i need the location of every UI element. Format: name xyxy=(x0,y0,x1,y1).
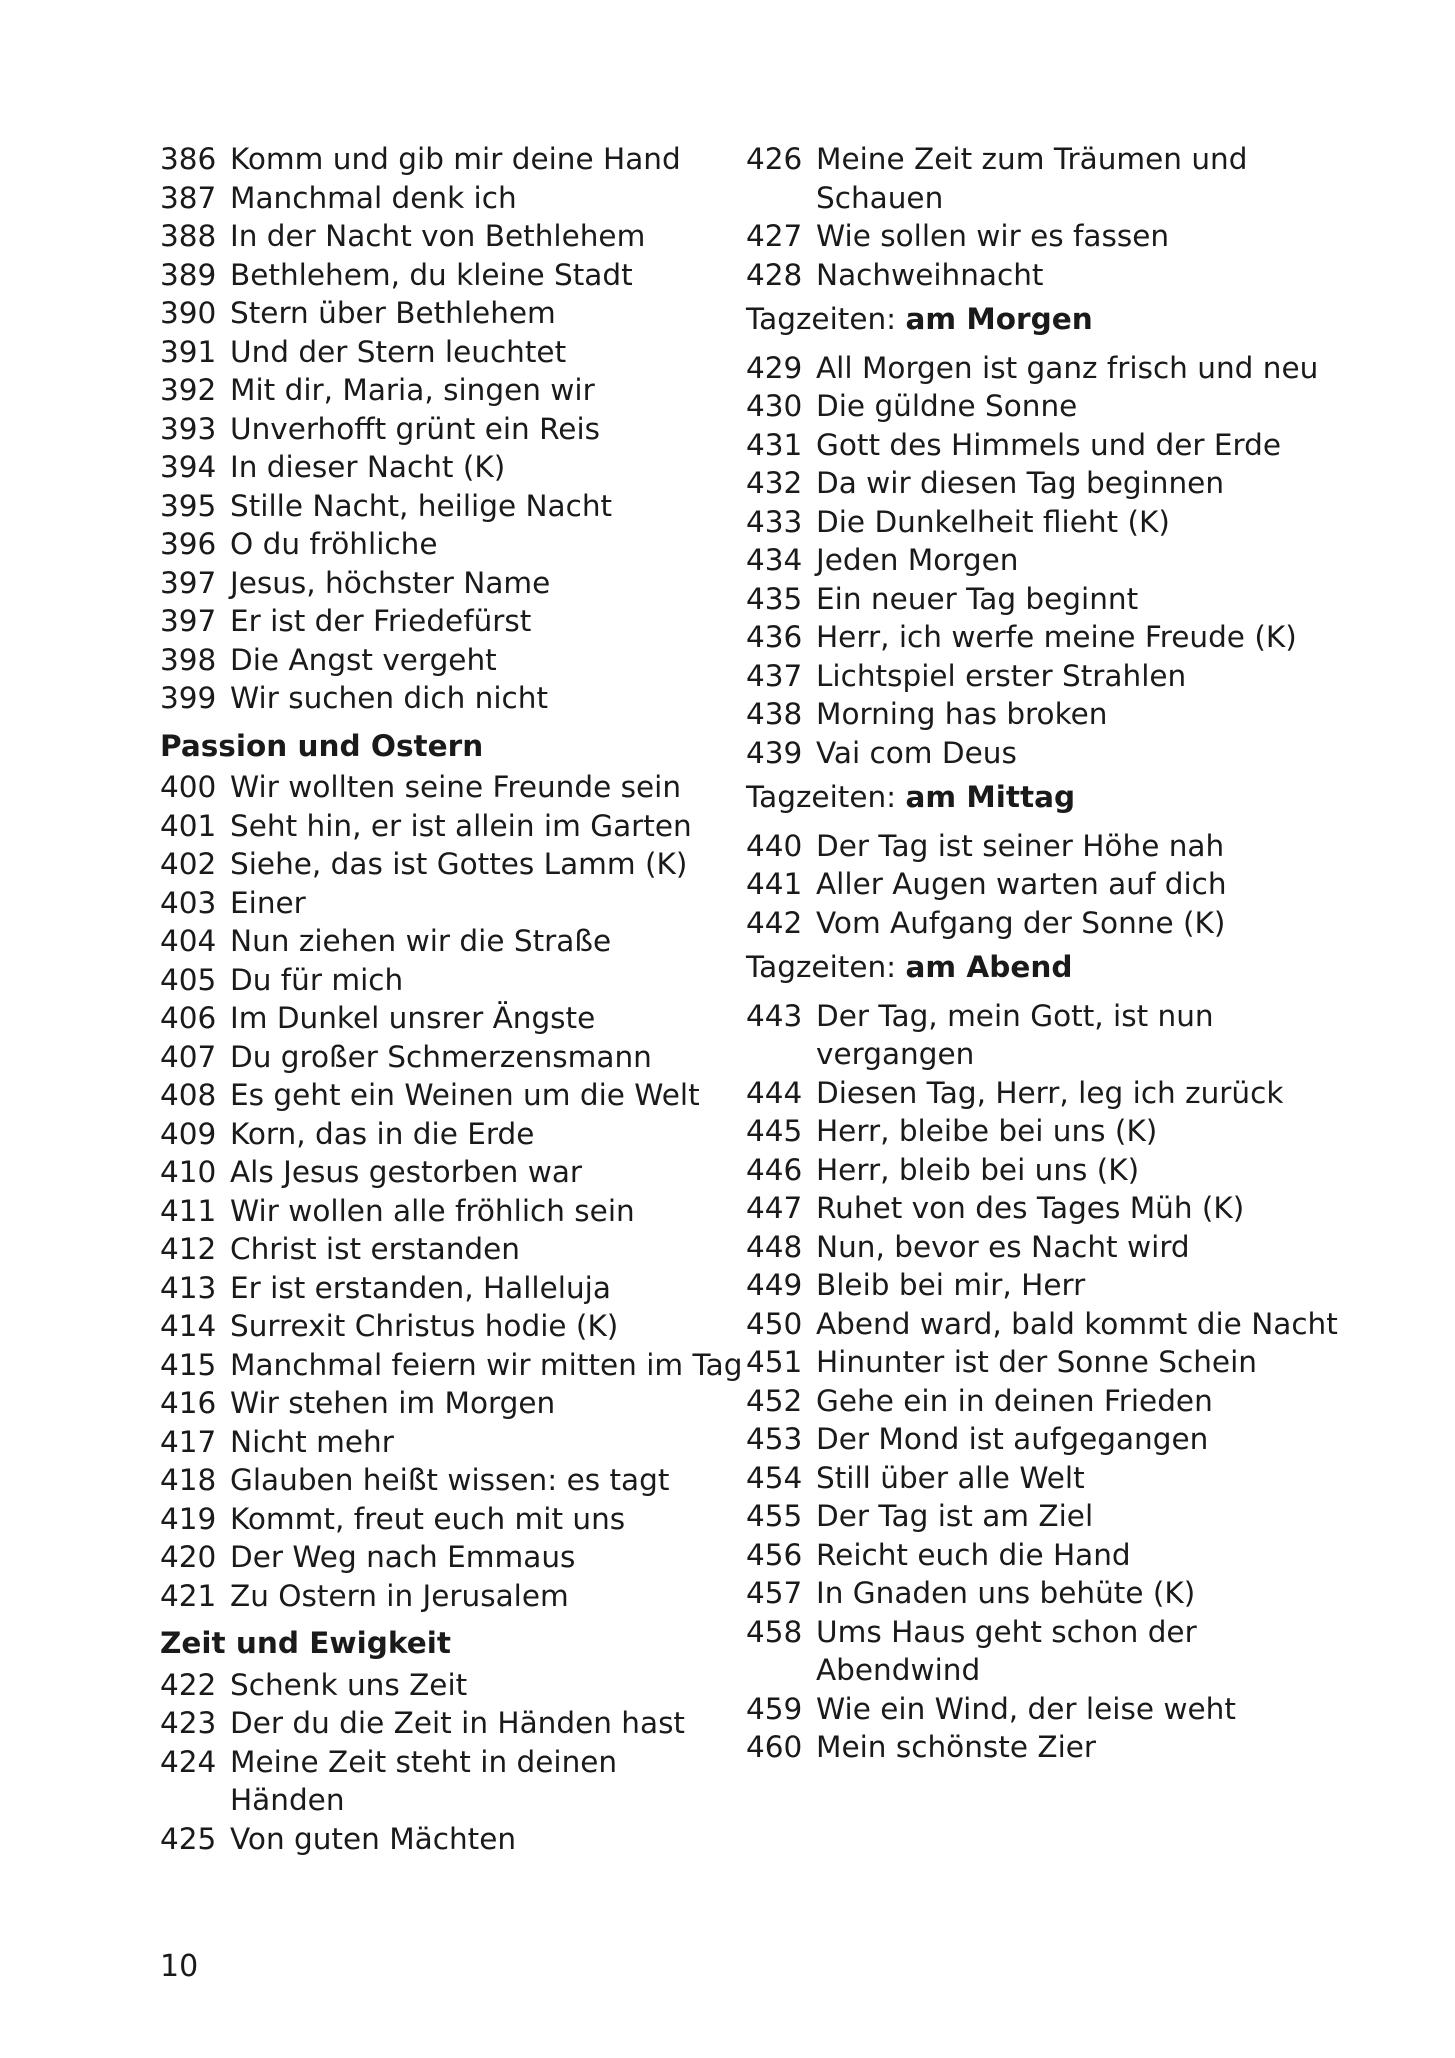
song-title: Als Jesus gestorben war xyxy=(230,1155,583,1189)
song-title: Der Tag, mein Gott, ist nun vergangen xyxy=(816,998,1214,1071)
right-column xyxy=(746,140,1346,1767)
song-entry xyxy=(160,1666,730,1705)
song-entry xyxy=(160,1704,730,1743)
song-entry xyxy=(160,768,730,807)
song-number: 416 xyxy=(160,1386,217,1420)
song-number: 432 xyxy=(746,466,803,500)
song-number: 401 xyxy=(160,808,217,843)
song-number: 439 xyxy=(746,735,803,770)
song-entry xyxy=(746,1613,1346,1690)
song-title: Still über alle Welt xyxy=(816,1460,1085,1495)
song-entry xyxy=(160,1743,730,1820)
song-entry xyxy=(160,179,730,218)
song-number: 403 xyxy=(160,885,217,920)
song-title: Der Weg nach Emmaus xyxy=(230,1540,576,1574)
song-number: 424 xyxy=(160,1744,217,1779)
song-title: Stille Nacht, heilige Nacht xyxy=(230,488,613,523)
song-entry xyxy=(746,426,1346,465)
song-entry xyxy=(746,1343,1346,1382)
song-number: 415 xyxy=(160,1347,217,1382)
song-entry xyxy=(160,1577,730,1616)
song-title: Kommt, freut euch mit uns xyxy=(230,1501,626,1536)
song-number: 397 xyxy=(160,565,217,600)
song-number: 429 xyxy=(746,350,803,385)
song-number: 392 xyxy=(160,373,217,407)
song-title: Unverhofft grünt ein Reis xyxy=(230,411,601,446)
song-title: Im Dunkel unsrer Ängste xyxy=(230,1001,596,1035)
song-entry xyxy=(160,1500,730,1539)
song-title: Nicht mehr xyxy=(230,1424,394,1459)
song-entry xyxy=(746,1497,1346,1536)
song-entry xyxy=(746,1459,1346,1498)
song-title: Herr, ich werfe meine Freude (K) xyxy=(816,620,1297,654)
song-number: 449 xyxy=(746,1268,803,1302)
song-entry xyxy=(746,1420,1346,1459)
song-number: 421 xyxy=(160,1578,217,1613)
song-title: Manchmal feiern wir mitten im Tag xyxy=(230,1347,743,1382)
song-entry xyxy=(160,1423,730,1462)
song-title: Er ist erstanden, Halleluja xyxy=(230,1270,611,1305)
subheading-prefix: Tagzeiten: xyxy=(746,950,906,984)
song-number: 389 xyxy=(160,257,217,292)
song-number: 438 xyxy=(746,697,803,731)
song-number: 426 xyxy=(746,142,803,176)
song-entry xyxy=(160,807,730,846)
song-entry xyxy=(160,1346,743,1385)
song-title: Nachweihnacht xyxy=(816,257,1044,292)
song-number: 391 xyxy=(160,334,217,369)
song-title: Die güldne Sonne xyxy=(816,389,1078,423)
song-entry xyxy=(746,1536,1346,1575)
song-entry xyxy=(160,487,730,526)
song-entry xyxy=(160,922,730,961)
song-entry xyxy=(746,1382,1346,1421)
song-number: 387 xyxy=(160,180,217,215)
song-title: Gehe ein in deinen Frieden xyxy=(816,1383,1213,1418)
section-subheading xyxy=(746,300,1346,339)
song-title: In Gnaden uns behüte (K) xyxy=(816,1576,1196,1610)
song-title: Meine Zeit zum Träumen und Schauen xyxy=(816,142,1248,215)
song-number: 400 xyxy=(160,770,217,804)
song-title: Siehe, das ist Gottes Lamm (K) xyxy=(230,847,688,881)
song-entry xyxy=(160,1038,730,1077)
song-entry xyxy=(160,256,730,295)
subheading-bold: am Morgen xyxy=(905,302,1093,336)
section-subheading xyxy=(746,948,1346,987)
song-number: 388 xyxy=(160,219,217,253)
song-entry xyxy=(746,1112,1346,1151)
song-title: Wir wollten seine Freunde sein xyxy=(230,770,682,804)
song-number: 386 xyxy=(160,142,217,176)
subheading-bold: am Abend xyxy=(905,950,1073,984)
song-entry xyxy=(746,904,1346,943)
song-entry xyxy=(160,1192,730,1231)
song-entry xyxy=(746,827,1346,866)
song-title: Seht hin, er ist allein im Garten xyxy=(230,808,692,843)
song-title: Manchmal denk ich xyxy=(230,180,517,215)
song-entry xyxy=(160,679,730,718)
song-title: Ruhet von des Tages Müh (K) xyxy=(816,1191,1245,1225)
song-number: 410 xyxy=(160,1155,217,1189)
song-number: 420 xyxy=(160,1540,217,1574)
song-title: Der du die Zeit in Händen hast xyxy=(230,1706,686,1740)
song-number: 402 xyxy=(160,847,217,881)
song-title: Jeden Morgen xyxy=(816,543,1019,577)
song-title: Schenk uns Zeit xyxy=(230,1667,468,1702)
song-entry xyxy=(160,961,730,1000)
song-entry xyxy=(746,541,1346,580)
song-entry xyxy=(160,1115,730,1154)
song-title: Zu Ostern in Jerusalem xyxy=(230,1578,569,1613)
song-entry xyxy=(160,999,730,1038)
song-entry xyxy=(160,1269,730,1308)
song-entry xyxy=(746,618,1346,657)
song-number: 423 xyxy=(160,1706,217,1740)
song-number: 428 xyxy=(746,257,803,292)
song-title: Diesen Tag, Herr, leg ich zurück xyxy=(816,1075,1284,1110)
song-number: 433 xyxy=(746,504,803,539)
song-title: Einer xyxy=(230,885,306,920)
song-title: Gott des Himmels und der Erde xyxy=(816,427,1281,462)
section-heading: Zeit und Ewigkeit xyxy=(160,1626,451,1660)
section-heading: Passion und Ostern xyxy=(160,728,484,763)
song-entry xyxy=(746,1228,1346,1267)
song-number: 459 xyxy=(746,1691,803,1726)
song-entry xyxy=(746,1574,1346,1613)
song-number: 457 xyxy=(746,1576,803,1610)
song-entry xyxy=(160,1307,730,1346)
song-title: Komm und gib mir deine Hand xyxy=(230,142,681,176)
song-title: Der Tag ist seiner Höhe nah xyxy=(816,828,1225,863)
song-title: Herr, bleibe bei uns (K) xyxy=(816,1114,1158,1148)
song-title: Nun, bevor es Nacht wird xyxy=(816,1229,1190,1264)
song-number: 436 xyxy=(746,620,803,654)
song-entry xyxy=(746,1305,1346,1344)
subheading-prefix: Tagzeiten: xyxy=(746,780,906,814)
song-entry xyxy=(160,140,730,179)
song-title: Wir suchen dich nicht xyxy=(230,681,549,715)
song-number: 413 xyxy=(160,1270,217,1305)
song-entry xyxy=(160,1820,730,1859)
song-number: 434 xyxy=(746,543,803,577)
song-entry xyxy=(160,602,730,641)
subheading-prefix: Tagzeiten: xyxy=(746,302,906,336)
subheading-bold: am Mittag xyxy=(905,780,1076,814)
song-number: 390 xyxy=(160,296,217,330)
song-title: Nun ziehen wir die Straße xyxy=(230,924,612,958)
song-title: Die Dunkelheit flieht (K) xyxy=(816,504,1170,539)
song-number: 418 xyxy=(160,1463,217,1497)
song-entry xyxy=(746,256,1346,295)
song-number: 445 xyxy=(746,1114,803,1148)
page-number: 10 xyxy=(160,1949,199,1984)
song-number: 412 xyxy=(160,1232,217,1266)
song-number: 460 xyxy=(746,1730,803,1764)
song-number: 419 xyxy=(160,1501,217,1536)
song-number: 408 xyxy=(160,1078,217,1112)
song-title: In der Nacht von Bethlehem xyxy=(230,219,646,253)
song-number: 406 xyxy=(160,1001,217,1035)
song-title: Wir stehen im Morgen xyxy=(230,1386,556,1420)
song-number: 397 xyxy=(160,604,217,638)
song-number: 458 xyxy=(746,1614,803,1649)
song-entry xyxy=(746,140,1346,217)
song-entry xyxy=(160,1153,730,1192)
song-number: 407 xyxy=(160,1039,217,1074)
song-number: 450 xyxy=(746,1306,803,1341)
song-entry xyxy=(160,294,730,333)
song-title: Du großer Schmerzensmann xyxy=(230,1039,652,1074)
song-number: 453 xyxy=(746,1422,803,1456)
song-entry xyxy=(160,641,730,680)
song-number: 443 xyxy=(746,998,803,1033)
song-entry xyxy=(746,865,1346,904)
song-number: 404 xyxy=(160,924,217,958)
song-number: 430 xyxy=(746,389,803,423)
song-entry xyxy=(160,1384,730,1423)
song-number: 417 xyxy=(160,1424,217,1459)
song-entry xyxy=(160,1076,730,1115)
song-title: Meine Zeit steht in deinen Händen xyxy=(230,1744,618,1817)
song-entry xyxy=(746,734,1346,773)
song-title: Korn, das in die Erde xyxy=(230,1116,535,1151)
song-number: 393 xyxy=(160,411,217,446)
song-title: Hinunter ist der Sonne Schein xyxy=(816,1345,1257,1379)
song-title: Christ ist erstanden xyxy=(230,1232,521,1266)
song-entry xyxy=(160,1461,730,1500)
song-number: 431 xyxy=(746,427,803,462)
song-title: Bleib bei mir, Herr xyxy=(816,1268,1086,1302)
section-subheading xyxy=(746,778,1346,817)
song-number: 394 xyxy=(160,450,217,484)
song-entry xyxy=(160,1538,730,1577)
song-entry xyxy=(160,1230,730,1269)
song-number: 456 xyxy=(746,1537,803,1572)
song-number: 414 xyxy=(160,1309,217,1343)
song-entry xyxy=(746,1728,1346,1767)
song-entry xyxy=(746,1074,1346,1113)
song-number: 451 xyxy=(746,1345,803,1379)
song-title: Herr, bleib bei uns (K) xyxy=(816,1152,1140,1187)
song-number: 427 xyxy=(746,219,803,253)
song-entry xyxy=(746,217,1346,256)
song-title: Der Mond ist aufgegangen xyxy=(816,1422,1209,1456)
song-entry xyxy=(160,217,730,256)
song-title: Wir wollen alle fröhlich sein xyxy=(230,1193,635,1228)
song-number: 405 xyxy=(160,962,217,997)
song-title: Du für mich xyxy=(230,962,404,997)
song-title: Stern über Bethlehem xyxy=(230,296,556,330)
song-title: Ein neuer Tag beginnt xyxy=(816,581,1139,616)
song-entry xyxy=(746,1189,1346,1228)
song-title: Die Angst vergeht xyxy=(230,642,497,677)
song-number: 435 xyxy=(746,581,803,616)
song-title: Es geht ein Weinen um die Welt xyxy=(230,1078,700,1112)
song-number: 447 xyxy=(746,1191,803,1225)
song-entry xyxy=(746,657,1346,696)
song-title: Da wir diesen Tag beginnen xyxy=(816,466,1225,500)
song-title: Morning has broken xyxy=(816,697,1108,731)
song-number: 395 xyxy=(160,488,217,523)
song-entry xyxy=(746,464,1346,503)
song-title: In dieser Nacht (K) xyxy=(230,450,506,484)
song-title: Von guten Mächten xyxy=(230,1821,517,1856)
song-entry xyxy=(160,525,730,564)
song-entry xyxy=(160,884,730,923)
song-title: Vom Aufgang der Sonne (K) xyxy=(816,905,1226,940)
song-entry xyxy=(746,1151,1346,1190)
song-entry xyxy=(160,410,730,449)
song-title: Mit dir, Maria, singen wir xyxy=(230,373,595,407)
song-number: 452 xyxy=(746,1383,803,1418)
song-title: Ums Haus geht schon der Abendwind xyxy=(816,1614,1197,1687)
song-number: 454 xyxy=(746,1460,803,1495)
song-entry xyxy=(746,349,1346,388)
song-title: Glauben heißt wissen: es tagt xyxy=(230,1463,670,1497)
song-entry xyxy=(746,387,1346,426)
song-entry xyxy=(746,503,1346,542)
song-title: Mein schönste Zier xyxy=(816,1730,1097,1764)
song-title: Jesus, höchster Name xyxy=(230,565,551,600)
song-number: 409 xyxy=(160,1116,217,1151)
song-entry xyxy=(160,845,730,884)
song-number: 422 xyxy=(160,1667,217,1702)
song-entry xyxy=(746,1266,1346,1305)
song-number: 440 xyxy=(746,828,803,863)
song-number: 455 xyxy=(746,1499,803,1533)
song-number: 446 xyxy=(746,1152,803,1187)
song-number: 425 xyxy=(160,1821,217,1856)
song-entry xyxy=(160,371,730,410)
song-entry xyxy=(160,333,730,372)
song-entry xyxy=(160,448,730,487)
left-column xyxy=(160,140,743,1858)
song-entry xyxy=(746,695,1346,734)
song-title: Und der Stern leuchtet xyxy=(230,334,567,369)
song-title: Wie ein Wind, der leise weht xyxy=(816,1691,1236,1726)
song-title: O du fröhliche xyxy=(230,527,438,561)
song-entry xyxy=(746,1690,1346,1729)
song-entry xyxy=(746,580,1346,619)
song-title: Aller Augen warten auf dich xyxy=(816,867,1227,901)
song-title: Abend ward, bald kommt die Nacht xyxy=(816,1306,1338,1341)
song-entry xyxy=(160,564,730,603)
song-number: 399 xyxy=(160,681,217,715)
song-title: Er ist der Friedefürst xyxy=(230,604,532,638)
song-title: Wie sollen wir es fassen xyxy=(816,219,1170,253)
song-number: 442 xyxy=(746,905,803,940)
song-title: Reicht euch die Hand xyxy=(816,1537,1131,1572)
song-entry xyxy=(746,997,1346,1074)
song-number: 437 xyxy=(746,658,803,693)
song-title: Vai com Deus xyxy=(816,735,1017,770)
song-number: 398 xyxy=(160,642,217,677)
song-number: 411 xyxy=(160,1193,217,1228)
song-title: Lichtspiel erster Strahlen xyxy=(816,658,1187,693)
song-title: Bethlehem, du kleine Stadt xyxy=(230,257,633,292)
song-number: 396 xyxy=(160,527,217,561)
song-number: 448 xyxy=(746,1229,803,1264)
song-title: Der Tag ist am Ziel xyxy=(816,1499,1094,1533)
song-number: 441 xyxy=(746,867,803,901)
song-title: All Morgen ist ganz frisch und neu xyxy=(816,350,1319,385)
song-number: 444 xyxy=(746,1075,803,1110)
song-title: Surrexit Christus hodie (K) xyxy=(230,1309,619,1343)
